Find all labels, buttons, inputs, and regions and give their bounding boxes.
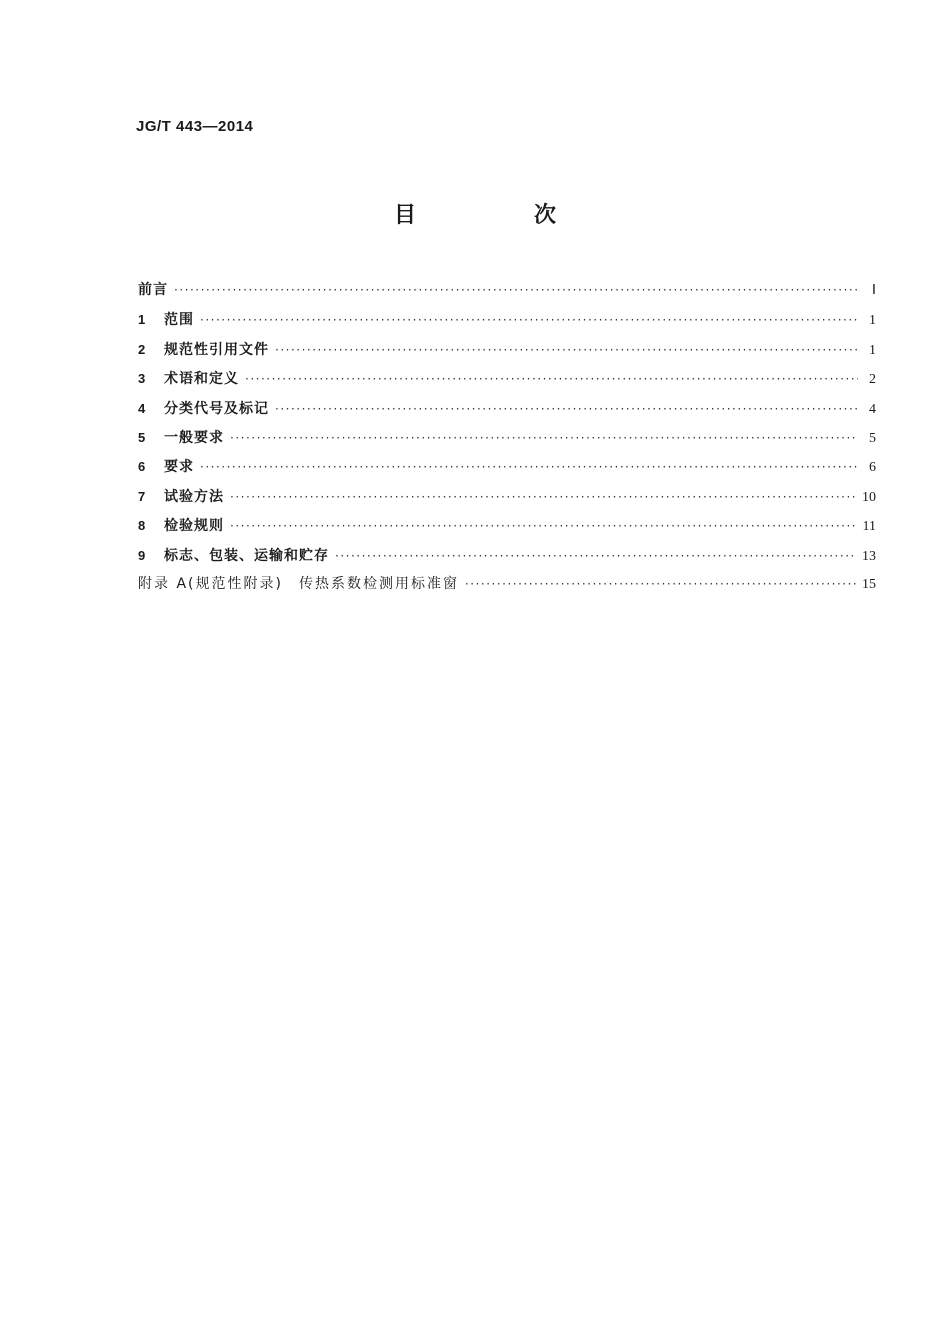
toc-entry-label: 术语和定义 [164, 371, 239, 388]
toc-entry-label: 标志、包装、运输和贮存 [164, 547, 329, 564]
toc-entry-number: 2 [138, 341, 146, 357]
toc-entry-7[interactable] [138, 482, 876, 511]
toc-entry-page: 10 [862, 489, 876, 505]
toc-entry-label: 规范性引用文件 [164, 341, 269, 358]
toc-entry-page: 1 [869, 342, 876, 358]
dot-leader [465, 570, 856, 599]
toc-entry-page: 6 [869, 460, 876, 476]
toc-entry-label: 附录 A(规范性附录) 传热系数检测用标准窗 [138, 575, 459, 592]
toc-entry-page: 13 [862, 548, 876, 564]
dot-leader [335, 542, 856, 571]
toc-entry-label: 前言 [138, 282, 168, 298]
toc-entry-label: 一般要求 [164, 429, 224, 446]
toc-entry-page: 1 [869, 313, 876, 329]
dot-leader [174, 276, 858, 305]
dot-leader [230, 424, 858, 453]
toc-entry-8[interactable] [138, 511, 876, 540]
document-code: JG/T 443—2014 [136, 118, 254, 135]
toc-entry-number: 4 [138, 400, 146, 416]
toc-entry-page: 5 [869, 430, 876, 446]
toc-entry-5[interactable] [138, 423, 876, 452]
dot-leader [230, 483, 856, 512]
toc-entry-9[interactable] [138, 541, 876, 570]
toc-entry-page: 15 [862, 576, 876, 592]
toc-entry-number: 3 [138, 371, 146, 387]
toc-entry-label: 检验规则 [164, 518, 224, 535]
toc-entry-label: 范围 [164, 312, 194, 329]
dot-leader [200, 453, 858, 482]
toc-entry-label: 要求 [164, 459, 194, 476]
toc-entry-page: 11 [862, 519, 876, 535]
toc-entry-4[interactable] [138, 394, 876, 423]
toc-entry-number: 5 [138, 429, 146, 445]
toc-entry-number: 9 [138, 547, 146, 563]
toc-entry-number: 1 [138, 312, 146, 328]
dot-leader [275, 395, 858, 424]
toc-entry-appendix-a[interactable] [138, 570, 876, 599]
dot-leader [275, 336, 858, 365]
toc-title: 目 次 [393, 203, 604, 228]
toc-entry-2[interactable] [138, 335, 876, 364]
toc-entry-label: 分类代号及标记 [164, 400, 269, 417]
toc-entry-foreword[interactable] [138, 276, 876, 305]
toc-entry-3[interactable] [138, 364, 876, 393]
dot-leader [245, 365, 858, 394]
dot-leader [230, 512, 857, 541]
table-of-contents [138, 276, 876, 599]
toc-entry-page: Ⅰ [871, 283, 876, 298]
toc-entry-number: 8 [138, 518, 146, 534]
toc-entry-page: 4 [869, 401, 876, 417]
toc-entry-page: 2 [869, 372, 876, 388]
toc-entry-1[interactable] [138, 305, 876, 334]
toc-entry-number: 6 [138, 459, 146, 475]
toc-entry-label: 试验方法 [164, 488, 224, 505]
dot-leader [200, 306, 858, 335]
toc-entry-6[interactable] [138, 452, 876, 481]
toc-entry-number: 7 [138, 488, 146, 504]
